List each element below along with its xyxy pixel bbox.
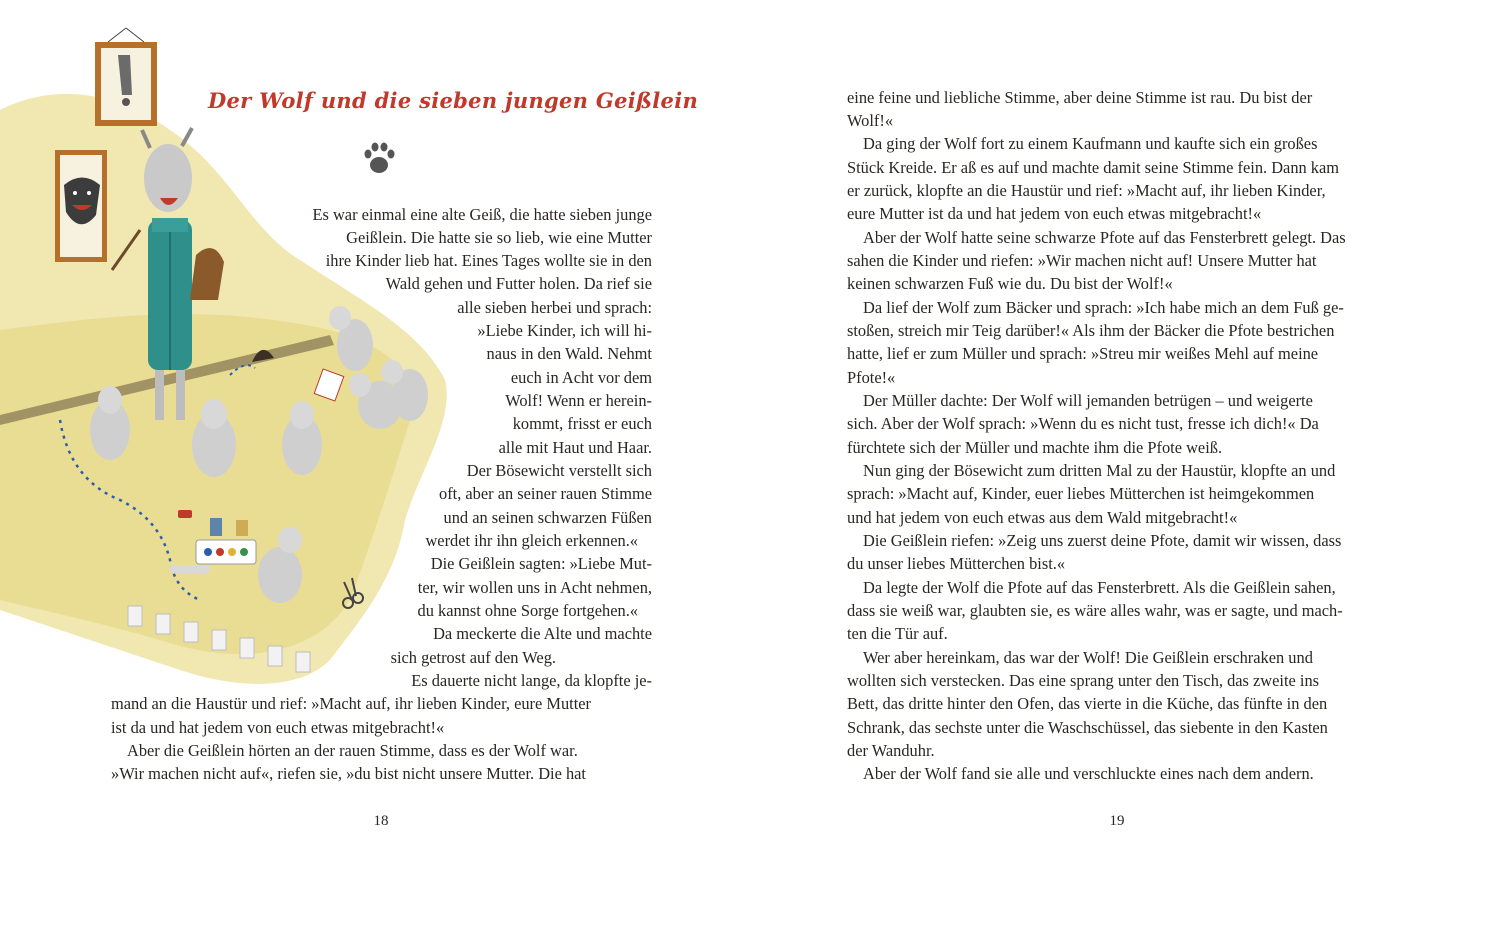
text-line: du kannst ohne Sorge fortgehen.«	[417, 601, 638, 620]
text-line: sprach: »Macht auf, Kinder, euer liebes Mütterchen ist heimgekommen	[847, 484, 1315, 503]
text-line: Da lief der Wolf zum Bäcker und sprach: »Ich habe mich an dem Fuß ge-	[863, 298, 1344, 317]
text-line: ist da und hat jedem von euch etwas mitgebracht!«	[111, 718, 445, 737]
page-number: 19	[1109, 813, 1125, 829]
text-line: Es dauerte nicht lange, da klopfte je-	[411, 671, 652, 690]
text-line: Pfote!«	[847, 368, 896, 387]
text-line: ten die Tür auf.	[847, 624, 948, 643]
text-line: Stück Kreide. Er aß es auf und machte damit seine Stimme fein. Dann kam	[847, 158, 1340, 177]
story-title: Der Wolf und die sieben jungen Geißlein	[208, 88, 699, 113]
text-line: werdet ihr ihn gleich erkennen.«	[425, 531, 638, 550]
text-line: dass sie weiß war, glaubten sie, es wäre alles wahr, was er sagte, und mach-	[847, 601, 1343, 620]
text-line: eure Mutter ist da und hat jedem von euch etwas mitgebracht!«	[847, 204, 1262, 223]
text-line: Aber die Geißlein hörten an der rauen Stimme, dass es der Wolf war.	[127, 741, 578, 760]
text-line: er zurück, klopfte an die Haustür und rief: »Macht auf, ihr lieben Kinder,	[847, 181, 1326, 200]
text-line: sich getrost auf den Weg.	[390, 648, 556, 667]
text-line: und hat jedem von euch etwas aus dem Wald mitgebracht!«	[847, 508, 1238, 527]
text-line: hatte, lief er zum Müller und sprach: »Streu mir weißes Mehl auf meine	[847, 344, 1319, 363]
text-line: Geißlein. Die hatte sie so lieb, wie eine Mutter	[346, 228, 652, 247]
text-line: Aber der Wolf hatte seine schwarze Pfote auf das Fensterbrett gelegt. Das	[863, 228, 1346, 247]
text-line: Schrank, das sechste unter die Waschschüssel, das siebente in den Kasten	[847, 718, 1328, 737]
text-line: sich. Aber der Wolf sprach: »Wenn du es nicht tust, fresse ich dich!« Da	[847, 414, 1319, 433]
text-line: wollten sich verstecken. Das eine sprang unter den Tisch, das zweite ins	[847, 671, 1320, 690]
text-line: ter, wir wollen uns in Acht nehmen,	[417, 578, 652, 597]
text-line: Die Geißlein sagten: »Liebe Mut-	[430, 554, 652, 573]
text-line: keinen schwarzen Fuß wie du. Du bist der Wolf!«	[847, 274, 1173, 293]
text-line: Da meckerte die Alte und machte	[433, 624, 652, 643]
text-line: sahen die Kinder und riefen: »Wir machen nicht auf! Unsere Mutter hat	[847, 251, 1317, 270]
text-line: Es war einmal eine alte Geiß, die hatte sieben junge	[312, 205, 652, 224]
text-line: Nun ging der Bösewicht zum dritten Mal zu der Haustür, klopfte an und	[863, 461, 1336, 480]
text-line: eine feine und liebliche Stimme, aber deine Stimme ist rau. Du bist der	[847, 88, 1313, 107]
text-line: Bett, das dritte hinter den Ofen, das vierte in die Küche, das fünfte in den	[847, 694, 1328, 713]
text-line: Da ging der Wolf fort zu einem Kaufmann und kaufte sich ein großes	[863, 134, 1318, 153]
text-line: fürchtete sich der Müller und machte ihm die Pfote weiß.	[847, 438, 1223, 457]
text-line: mand an die Haustür und rief: »Macht auf, ihr lieben Kinder, eure Mutter	[111, 694, 591, 713]
framed-wolf-picture	[55, 150, 107, 262]
text-line: Wald gehen und Futter holen. Da rief sie	[385, 274, 652, 293]
text-line: und an seinen schwarzen Füßen	[443, 508, 652, 527]
paw-print-icon	[362, 140, 396, 176]
text-line: oft, aber an seiner rauen Stimme	[439, 484, 652, 503]
text-line: euch in Acht vor dem	[510, 368, 652, 387]
text-line: Der Müller dachte: Der Wolf will jemanden betrügen – und weigerte	[863, 391, 1313, 410]
text-line: Wer aber hereinkam, das war der Wolf! Die Geißlein erschraken und	[863, 648, 1313, 667]
text-line: »Liebe Kinder, ich will hi-	[477, 321, 652, 340]
framed-picture-top	[95, 28, 157, 126]
page-number: 18	[373, 813, 389, 829]
text-line: Aber der Wolf fand sie alle und verschluckte eines nach dem andern.	[863, 764, 1314, 783]
text-line: Da legte der Wolf die Pfote auf das Fensterbrett. Als die Geißlein sahen,	[863, 578, 1336, 597]
text-line: alle mit Haut und Haar.	[498, 438, 652, 457]
text-line: Die Geißlein riefen: »Zeig uns zuerst deine Pfote, damit wir wissen, dass	[863, 531, 1342, 550]
text-line: stoßen, streich mir Teig darüber!« Als ihm der Bäcker die Pfote bestrichen	[847, 321, 1335, 340]
text-line: naus in den Wald. Nehmt	[486, 344, 652, 363]
text-line: alle sieben herbei und sprach:	[457, 298, 652, 317]
text-line: »Wir machen nicht auf«, riefen sie, »du bist nicht unsere Mutter. Die hat	[111, 764, 586, 783]
right-page	[750, 0, 1500, 941]
text-line: Wolf! Wenn er herein-	[505, 391, 652, 410]
text-line: der Wanduhr.	[847, 741, 935, 760]
text-line: du unser liebes Mütterchen bist.«	[847, 554, 1066, 573]
text-line: Wolf!«	[847, 111, 894, 130]
text-line: Der Bösewicht verstellt sich	[466, 461, 652, 480]
text-line: kommt, frisst er euch	[512, 414, 652, 433]
text-line: ihre Kinder lieb hat. Eines Tages wollte sie in den	[325, 251, 652, 270]
